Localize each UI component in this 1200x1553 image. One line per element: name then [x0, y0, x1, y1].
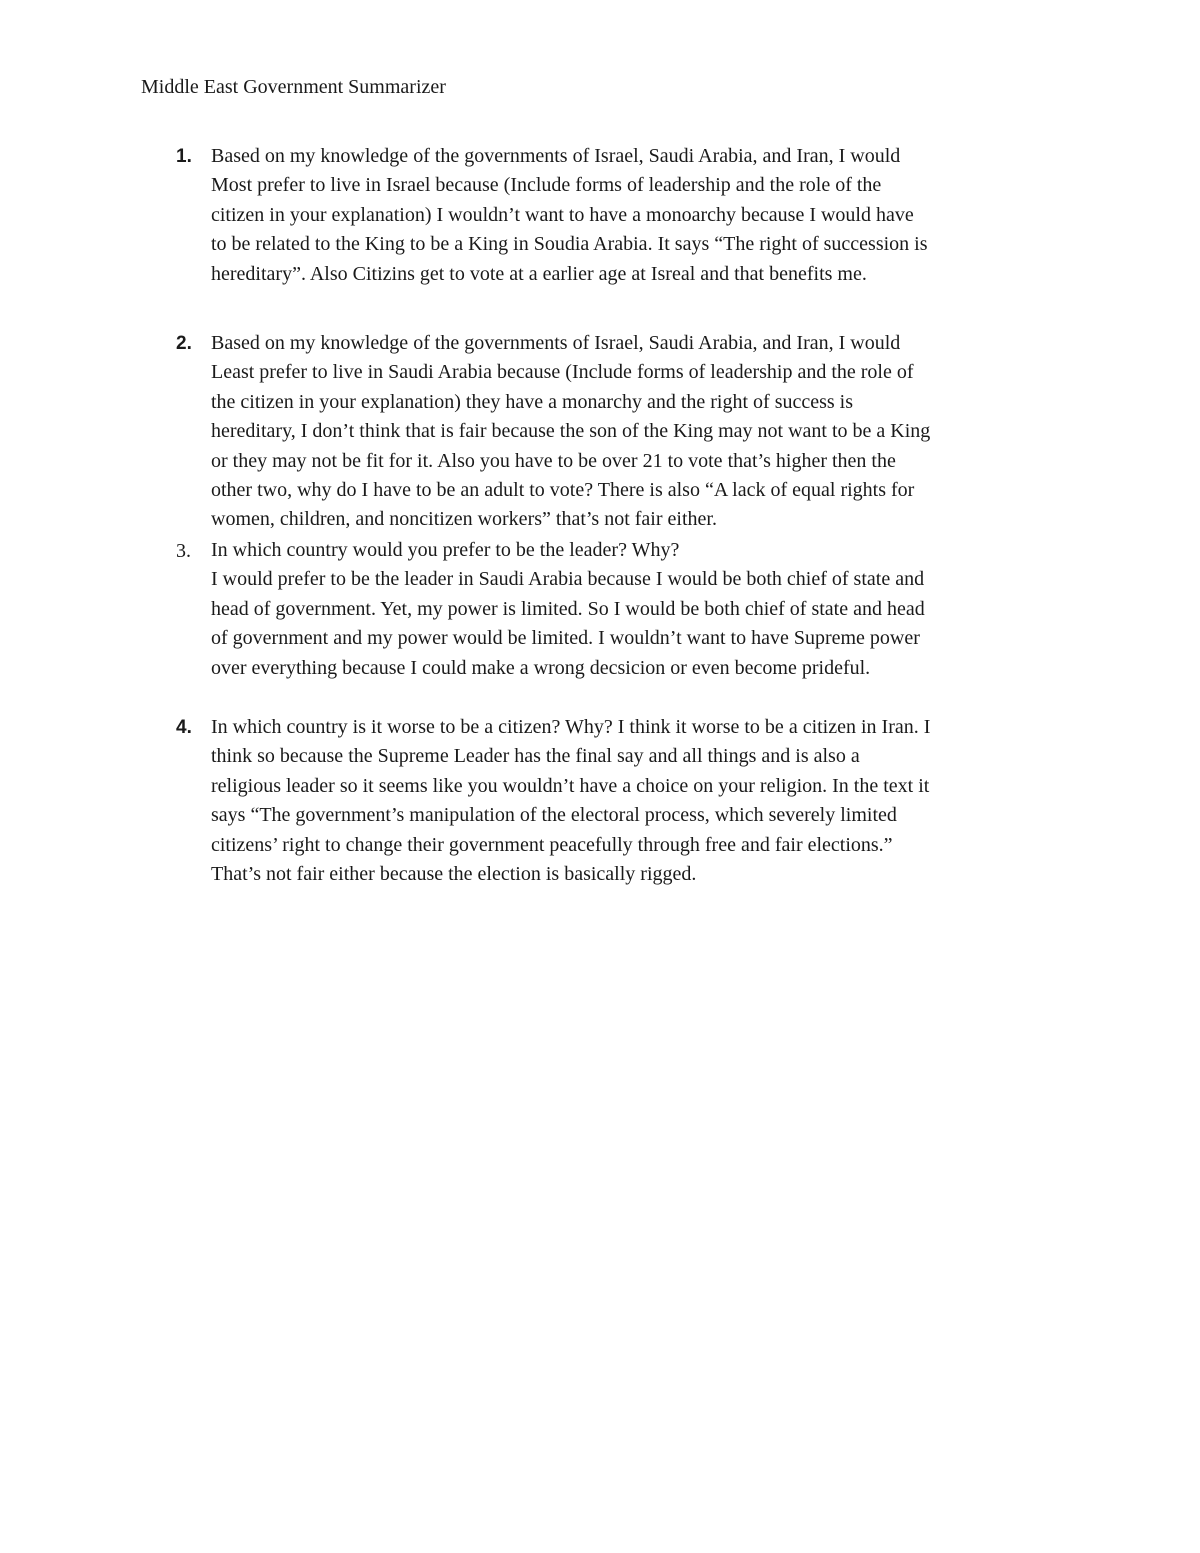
item-number: 4. — [176, 717, 192, 738]
text-line: or they may not be fit for it. Also you have to be over 21 to vote that’s higher then the — [211, 449, 896, 472]
item-text — [211, 536, 1069, 683]
text-line: In which country is it worse to be a citizen? Why? I think it worse to be a citizen in Iran. I — [211, 716, 931, 738]
text-line: Most prefer to live in Israel because (Include forms of leadership and the role of the — [211, 174, 882, 197]
item-number: 2. — [176, 333, 192, 354]
text-line: women, children, and noncitizen workers” that’s not fair either. — [211, 508, 717, 531]
text-line: religious leader so it seems like you wouldn’t have a choice on your religion. In the text it — [211, 774, 930, 797]
item-text — [211, 329, 1069, 535]
text-line: think so because the Supreme Leader has the final say and all things and is also a — [211, 745, 860, 768]
document-title: Middle East Government Summarizer — [141, 76, 446, 98]
text-line: over everything because I could make a wrong decsicion or even become prideful. — [211, 656, 871, 679]
item-text — [211, 713, 1069, 889]
text-line: the citizen in your explanation) they have a monarchy and the right of success is — [211, 390, 854, 413]
text-line: That’s not fair either because the election is basically rigged. — [211, 863, 697, 886]
text-line: I would prefer to be the leader in Saudi Arabia because I would be both chief of state and — [211, 568, 925, 591]
text-line: other two, why do I have to be an adult to vote? There is also “A lack of equal rights for — [211, 479, 915, 502]
text-line: Based on my knowledge of the governments of Israel, Saudi Arabia, and Iran, I would — [211, 145, 901, 167]
text-line: hereditary”. Also Citizins get to vote at a earlier age at Isreal and that benefits me. — [211, 262, 867, 285]
item-number: 1. — [176, 146, 192, 167]
item-text — [211, 142, 1069, 289]
text-line: In which country would you prefer to be the leader? Why? — [211, 539, 680, 561]
text-line: to be related to the King to be a King in Soudia Arabia. It says “The right of succession is — [211, 233, 928, 256]
text-line: Based on my knowledge of the governments of Israel, Saudi Arabia, and Iran, I would — [211, 332, 901, 354]
text-line: citizen in your explanation) I wouldn’t want to have a monoarchy because I would have — [211, 203, 914, 226]
text-line: hereditary, I don’t think that is fair because the son of the King may not want to be a King — [211, 420, 931, 443]
text-line: citizens’ right to change their government peacefully through free and fair elections.” — [211, 833, 893, 856]
item-number: 3. — [176, 540, 191, 562]
text-line: of government and my power would be limited. I wouldn’t want to have Supreme power — [211, 627, 920, 650]
text-line: Least prefer to live in Saudi Arabia because (Include forms of leadership and the role of — [211, 361, 914, 384]
text-line: head of government. Yet, my power is limited. So I would be both chief of state and head — [211, 597, 925, 620]
text-line: says “The government’s manipulation of the electoral process, which severely limited — [211, 804, 897, 827]
